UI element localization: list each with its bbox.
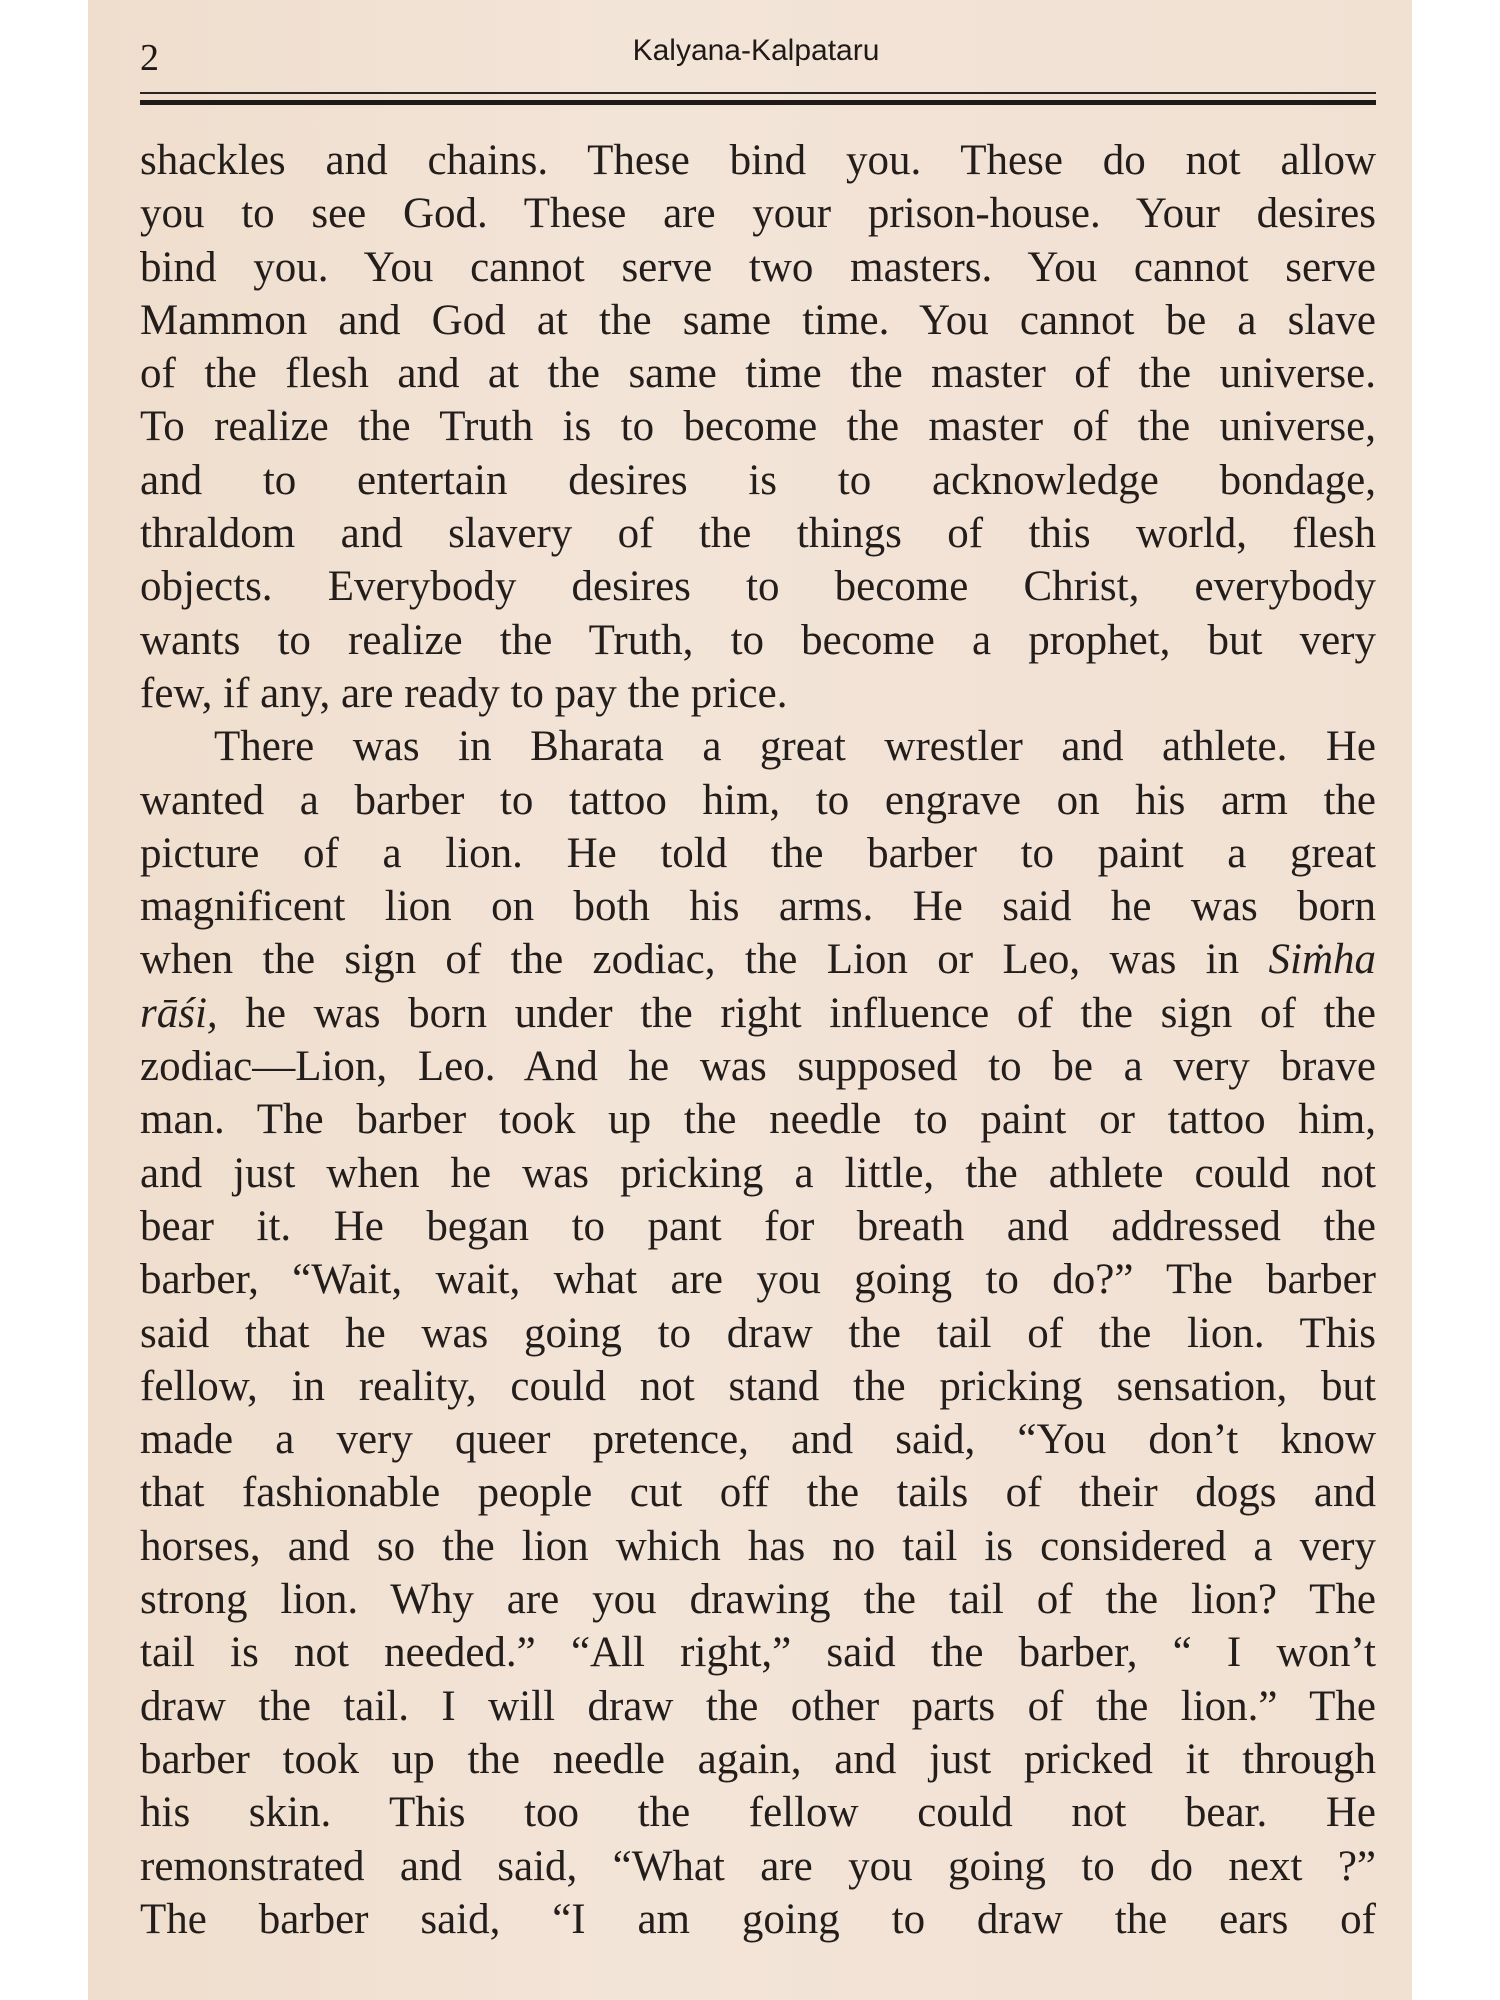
- text-line: made a very queer pretence, and said, “You don’t know: [140, 1416, 1376, 1464]
- running-title: Kalyana-Kalpataru: [632, 34, 880, 67]
- text-line: that fashionable people cut off the tails of their dogs and: [140, 1469, 1376, 1517]
- text-line: shackles and chains. These bind you. These do not allow: [140, 137, 1376, 184]
- text-line: bind you. You cannot serve two masters. You cannot serve: [140, 243, 1376, 291]
- text-line: you to see God. These are your prison-house. Your desires: [140, 190, 1376, 238]
- text-line: To realize the Truth is to become the master of the universe,: [140, 403, 1376, 451]
- text-line: and to entertain desires is to acknowledge bondage,: [140, 456, 1376, 504]
- text-line: and just when he was pricking a little, the athlete could not: [140, 1149, 1376, 1197]
- text-line: bear it. He began to pant for breath and addressed the: [140, 1202, 1376, 1250]
- sanskrit-term: Siṁha: [1268, 936, 1376, 984]
- text-line: wants to realize the Truth, to become a prophet, but very: [140, 616, 1376, 664]
- paragraph-end-line: few, if any, are ready to pay the price.: [140, 669, 788, 717]
- text-line: [140, 987, 1376, 1040]
- text-line: barber took up the needle again, and just pricked it through: [140, 1735, 1376, 1783]
- text-line: Mammon and God at the same time. You cannot be a slave: [140, 296, 1376, 344]
- paragraph-start-line: There was in Bharata a great wrestler and athlete. He: [214, 723, 1376, 771]
- sanskrit-term: rāśi,: [140, 989, 218, 1037]
- text-line: magnificent lion on both his arms. He said he was born: [140, 883, 1376, 931]
- text-segment: when the sign of the zodiac, the Lion or Leo, was in: [140, 936, 1240, 984]
- header-rule-thin: [140, 92, 1376, 94]
- text-line: said that he was going to draw the tail of the lion. This: [140, 1309, 1376, 1357]
- text-line: objects. Everybody desires to become Christ, everybody: [140, 563, 1376, 611]
- text-line: barber, “Wait, wait, what are you going to do?” The barber: [140, 1256, 1376, 1304]
- book-page: [88, 0, 1412, 2000]
- body-text: [140, 134, 1376, 1946]
- text-line: [140, 933, 1376, 986]
- text-line: horses, and so the lion which has no tail is considered a very: [140, 1522, 1376, 1570]
- text-line: wanted a barber to tattoo him, to engrave on his arm the: [140, 776, 1376, 824]
- page-number: 2: [140, 37, 159, 79]
- text-line: remonstrated and said, “What are you going to do next ?”: [140, 1842, 1376, 1890]
- text-line: tail is not needed.” “All right,” said the barber, “ I won’t: [140, 1629, 1376, 1677]
- text-line: thraldom and slavery of the things of this world, flesh: [140, 510, 1376, 558]
- header-rule-thick: [140, 100, 1376, 105]
- page-header: [140, 28, 1372, 88]
- text-line: The barber said, “I am going to draw the ears of: [140, 1895, 1376, 1943]
- text-line: zodiac—Lion, Leo. And he was supposed to be a very brave: [140, 1043, 1376, 1091]
- text-line: picture of a lion. He told the barber to paint a great: [140, 829, 1376, 877]
- text-line: man. The barber took up the needle to paint or tattoo him,: [140, 1096, 1376, 1144]
- text-line: of the flesh and at the same time the master of the universe.: [140, 350, 1376, 398]
- text-line: strong lion. Why are you drawing the tail of the lion? The: [140, 1576, 1376, 1624]
- text-line: fellow, in reality, could not stand the pricking sensation, but: [140, 1362, 1376, 1410]
- text-segment: he was born under the right influence of the sign of the: [245, 989, 1377, 1037]
- text-line: his skin. This too the fellow could not bear. He: [140, 1789, 1376, 1837]
- text-line: draw the tail. I will draw the other parts of the lion.” The: [140, 1682, 1376, 1730]
